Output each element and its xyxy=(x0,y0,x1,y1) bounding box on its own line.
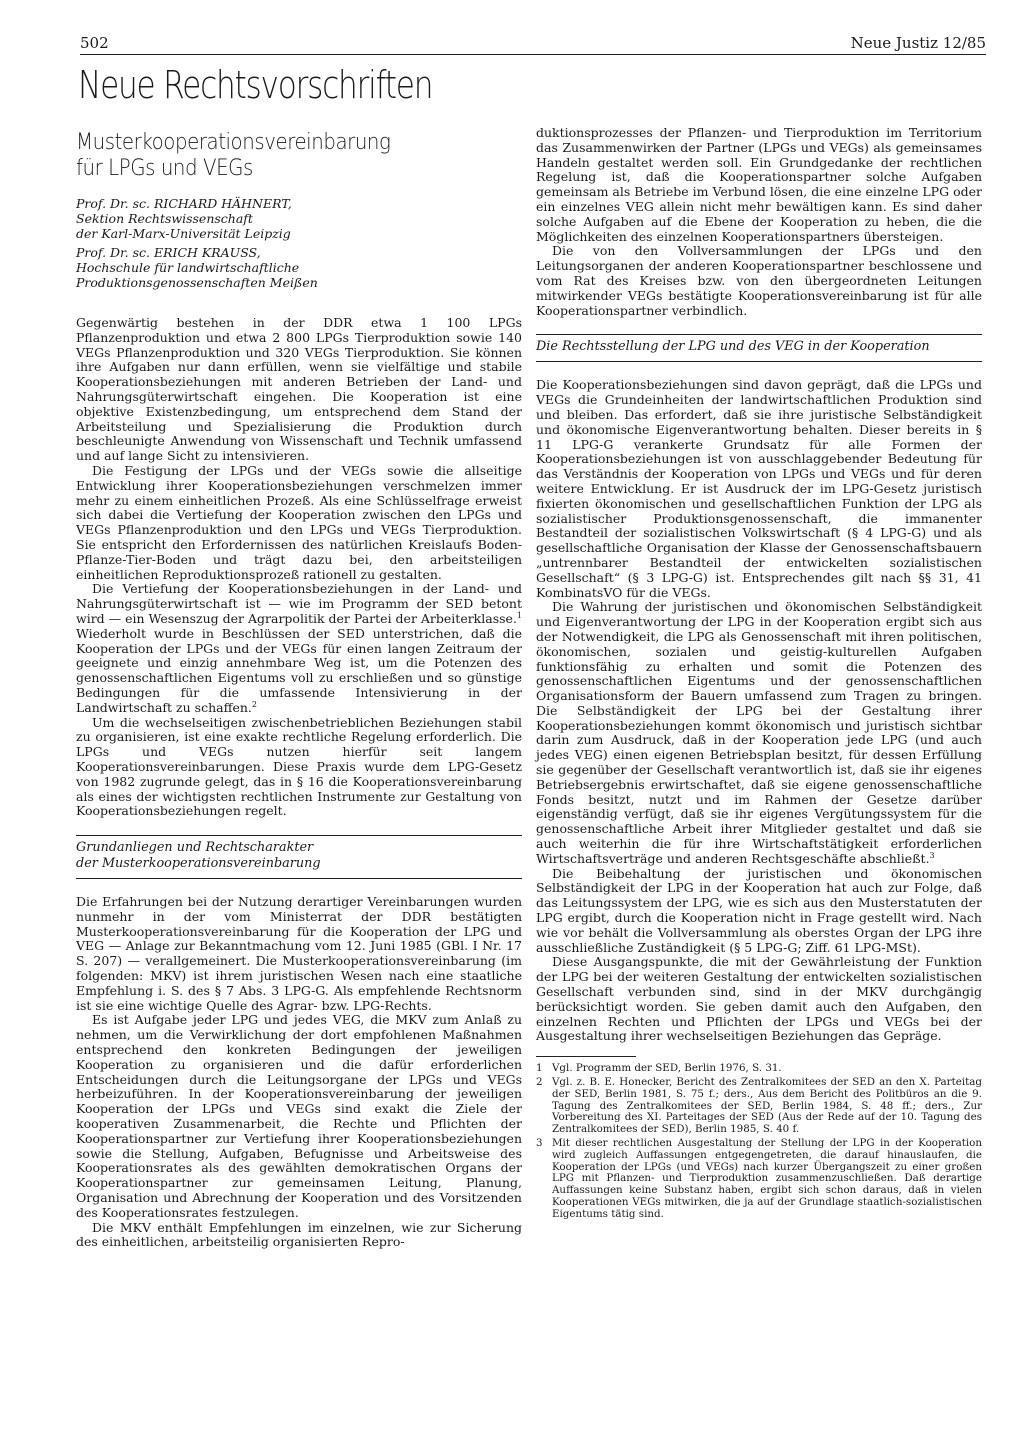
subheading-line: Die Rechtsstellung der LPG und des VEG in der Kooperation xyxy=(536,339,930,355)
body-paragraph: Die Beibehaltung der juristischen und ökonomischen Selbständigkeit der LPG in der Kooperation hat auch zur Folge, daß das Leitungssystem der LPG, wie es sich aus den Musterstatuten der LPG ergibt, durch die Kooperation nicht in Frage gestellt wird. Nach wie vor behält die Vollversammlung als oberstes Organ der LPG ihre ausschließliche Zuständigkeit (§ 5 LPG-G; Ziff. 61 LPG-MSt). xyxy=(536,865,982,955)
footnote-marker: 1 xyxy=(516,610,523,620)
footnote-text: Mit dieser rechtlichen Ausgestaltung der Stellung der LPG in der Kooperation wird zugleich Auffassungen entgegengetreten, die darauf hinauslaufen, die Kooperation der LPGs (und VEGs) nach kurzer Übergangszeit zu einer großen LPG mit Pflanzen- und Tierproduktion zusammenzuschließen. Daß derartige Auffassungen keine Substanz haben, ergibt sich schon daraus, daß in vielen Kooperationen VEGs mitwirken, die ja auf der Grundlage staatlich-sozialistischen Eigentums tätig sind. xyxy=(552,1137,982,1220)
body-paragraph: Es ist Aufgabe jeder LPG und jedes VEG, die MKV zum Anlaß zu nehmen, um die Verwirklichung der dort empfohlenen Maßnahmen entsprechend den konkreten Bedingungen der jeweiligen Kooperation zu organisieren und die dafür erforderlichen Entscheidungen durch die Leitungsorgane der LPGs und VEGs herbeizuführen. In der Kooperationsvereinbarung der jeweiligen Kooperation der LPGs und VEGs sind exakt die Ziele der kooperativen Zusammenarbeit, die Rechte und Pflichten der Kooperationspartner zur Vertiefung ihrer Kooperationsbeziehungen sowie die Stellung, Aufgaben, Befugnisse und Arbeitsweise des Kooperationsrates als des gewählten demokratischen Organs der Kooperationspartner zur gemeinsamen Leitung, Planung, Organisation und Abrechnung der Kooperation und des Vorsitzenden des Kooperationsrates festzulegen. xyxy=(76,1012,522,1220)
subheading-line: Grundanliegen und Rechtscharakter xyxy=(76,840,314,856)
body-paragraph: Diese Ausgangspunkte, die mit der Gewährleistung der Funktion der LPG bei der weiteren Gestaltung der entwickelten sozialistischen Gesellschaft verbunden sind, sind in der MKV durchgängig berücksichtigt worden. Sie geben damit auch den Aufgaben, den einzelnen Rechten und Pflichten der LPGs und VEGs bei der Ausgestaltung ihrer wechselseitigen Beziehungen das Gepräge. xyxy=(536,954,982,1044)
author-list xyxy=(76,196,522,290)
paragraph-text: Die Vertiefung der Kooperationsbeziehungen in der Land- und Nahrungsgüterwirtschaft ist — wie im Programm der SED betont wird — ein Wesenszug der Agrarpolitik der Partei der Arbeiterklasse. xyxy=(76,581,522,626)
footnote-number: 1 xyxy=(536,1062,543,1075)
paragraph-text: Wiederholt wurde in Beschlüssen der SED unterstrichen, daß die Kooperation der LPGs und der VEGs für einen langen Zeitraum der geeignete und einzig annehmbare Weg ist, um die Potenzen des genossenschaftlichen Eigentums voll zu erschließen und so günstige Bedingungen für die umfassende Intensivierung in der Landwirtschaft zu schaffen. xyxy=(76,625,522,715)
author-affiliation: Hochschule für landwirtschaftliche xyxy=(76,260,300,275)
subheading-grundanliegen xyxy=(76,835,522,879)
author-affiliation: Produktionsgenossenschaften Meißen xyxy=(76,275,318,290)
section-title: Neue Rechtsvorschriften xyxy=(78,63,433,107)
journal-issue: Neue Justiz 12/85 xyxy=(850,34,986,52)
body-paragraph xyxy=(536,600,982,866)
author-block xyxy=(76,196,522,241)
author-name: Prof. Dr. sc. ERICH KRAUSS, xyxy=(76,245,261,260)
body-paragraph: Um die wechselseitigen zwischenbetrieblichen Beziehungen stabil zu organisieren, ist eine exakte rechtliche Regelung erforderlich. Die LPGs und VEGs nutzen hierfür seit langem Kooperationsvereinbarungen. Diese Praxis wurde dem LPG-Gesetz von 1982 zugrunde gelegt, das in § 16 die Kooperationsvereinbarung als eines der wichtigsten rechtlichen Instrumente zur Gestaltung von Kooperationsbeziehungen regelt. xyxy=(76,714,522,819)
body-paragraph: Gegenwärtig bestehen in der DDR etwa 1 100 LPGs Pflanzenproduktion und etwa 2 800 LPGs Tierproduktion sowie 140 VEGs Pflanzenproduktion und 320 VEGs Tierproduktion. Sie können ihre Aufgaben nur dann erfüllen, wenn sie vielfältige und stabile Kooperationsbeziehungen mit anderen Betrieben der Land- und Nahrungsgüterwirtschaft eingehen. Die Kooperation ist eine objektive Existenzbedingung, um entsprechend dem Stand der Arbeitsteilung und Spezialisierung die Produktion durch beschleunigte Anwendung von Wissenschaft und Technik umfassend und auf lange Sicht zu intensivieren. xyxy=(76,315,522,464)
footnote-text: Vgl. z. B. E. Honecker, Bericht des Zentralkomitees der SED an den X. Parteitag der SED, Berlin 1981, S. 75 f.; ders., Aus dem Bericht des Politbüros an die 9. Tagung des Zentralkomitees der SED, Berlin 1984, S. 48 ff.; ders., Zur Vorbereitung des XI. Parteitages der SED (Aus der Rede auf der 10. Tagung des Zentralkomitees der SED), Berlin 1985, S. 40 f. xyxy=(552,1076,982,1136)
header-rule xyxy=(80,54,986,55)
footnote-rule xyxy=(536,1056,636,1057)
footnote xyxy=(536,1063,982,1075)
author-name: Prof. Dr. sc. RICHARD HÄHNERT, xyxy=(76,196,292,211)
body-paragraph: duktionsprozesses der Pflanzen- und Tierproduktion im Territorium das Zusammenwirken der Partner (LPGs und VEGs) als gemeinsames Handeln gestaltet werden soll. Ein Grundgedanke der rechtlichen Regelung ist, daß die Kooperationspartner solche Aufgaben gemeinsam als Betriebe im Verbund lösen, die eine einzelne LPG oder ein einzelnes VEG allein nicht mehr bewältigen kann. Es sind daher solche Aufgaben auf die Ebene der Kooperation zu heben, die die Möglichkeiten des einzelnen Kooperationspartners übersteigen. xyxy=(536,125,982,244)
page-number: 502 xyxy=(80,34,109,52)
article-title-line-1: Musterkooperationsvereinbarung xyxy=(76,130,391,155)
left-column xyxy=(76,126,522,1434)
article-title xyxy=(76,130,477,182)
body-paragraph xyxy=(76,582,522,715)
author-affiliation: Sektion Rechtswissenschaft xyxy=(76,211,253,226)
footnote xyxy=(536,1138,982,1221)
body-paragraph: Die Festigung der LPGs und der VEGs sowie die allseitige Entwicklung ihrer Kooperationsbeziehungen verschmelzen immer mehr zu einem einheitlichen Prozeß. Als eine Schlüsselfrage erweist sich dabei die Vertiefung der Kooperation zwischen den LPGs und VEGs Pflanzenproduktion und den LPGs und VEGs Tierproduktion. Sie entspricht den Erfordernissen des natürlichen Kreislaufs Boden-Pflanze-Tier-Boden und trägt dazu bei, den arbeitsteiligen einheitlichen Reproduktionsprozeß rationell zu gestalten. xyxy=(76,462,522,582)
footnote-marker: 3 xyxy=(929,850,935,860)
footnote-marker: 2 xyxy=(251,699,257,709)
body-paragraph: Die MKV enthält Empfehlungen im einzelnen, wie zur Sicherung des einheitlichen, arbeitsteilig organisierten Repro- xyxy=(76,1219,522,1250)
author-block xyxy=(76,245,522,290)
article-title-line-2: für LPGs und VEGs xyxy=(76,156,253,181)
footnote-text: Vgl. Programm der SED, Berlin 1976, S. 31. xyxy=(552,1062,782,1075)
subheading-line: der Musterkooperationsvereinbarung xyxy=(76,856,321,872)
body-paragraph: Die Erfahrungen bei der Nutzung derartiger Vereinbarungen wurden nunmehr in der vom Ministerrat der DDR bestätigten Musterkooperationsvereinbarung für die Kooperation der LPG und VEG — Anlage zur Bekanntmachung vom 12. Juni 1985 (GBl. I Nr. 17 S. 207) — verallgemeinert. Die Musterkooperationsvereinbarung (im folgenden: MKV) ist ihrem juristischen Wesen nach eine staatliche Empfehlung i. S. des § 7 Abs. 3 LPG-G. Als empfehlende Rechtsnorm ist sie eine wichtige Quelle des Agrar- bzw. LPG-Rechts. xyxy=(76,894,522,1013)
body-paragraph: Die von den Vollversammlungen der LPGs und den Leitungsorganen der anderen Kooperationspartner beschlossene und vom Rat des Kreises bzw. von den übergeordneten Leitungen mitwirkender VEGs bestätigte Kooperationsvereinbarung ist für alle Kooperationspartner verbindlich. xyxy=(536,243,982,318)
footnote-number: 2 xyxy=(536,1076,543,1089)
footnote xyxy=(536,1077,982,1136)
footnote-number: 3 xyxy=(536,1137,543,1149)
paragraph-text: Die Wahrung der juristischen und ökonomischen Selbständigkeit und Eigenverantwortung der LPG in der Kooperation ergibt sich aus der Notwendigkeit, die LPG als Genossenschaft mit ihren politischen, ökonomischen, sozialen und geistig-kulturellen Aufgaben funktionsfähig zu erhalten und somit die Potenzen des genossenschaftlichen Eigentums und der genossenschaftlichen Organisationsform der Bauern umfassend zum Tragen zu bringen. Die Selbständigkeit der LPG bei der Gestaltung ihrer Kooperationsbeziehungen kommt ökonomisch und juristisch sichtbar darin zum Ausdruck, daß in der Kooperation jede LPG (und auch jedes VEG) einen eigenen Betriebsplan besitzt, für dessen Erfüllung sie gegenüber der Gesellschaft verantwortlich ist, daß sie ihr eigenes Betriebsergebnis erwirtschaftet, daß sie eigene genossenschaftliche Fonds besitzt, nutzt und im Rahmen der Gesetze darüber eigenständig verfügt, daß sie ihr eigenes Vergütungssystem für die genossenschaftliche Arbeit ihrer Mitglieder gestaltet und daß sie auch weiterhin die für ihre Wirtschaftstätigkeit erforderlichen Wirtschaftsverträge und anderen Rechtsgeschäfte abschließt. xyxy=(536,599,982,866)
body-paragraph: Die Kooperationsbeziehungen sind davon geprägt, daß die LPGs und VEGs die Grundeinheiten der landwirtschaftlichen Produktion sind und bleiben. Das erfordert, daß sie ihre juristische Selbständigkeit und ökonomische Eigenverantwortung behalten. Dieser bereits in § 11 LPG-G verankerte Grundsatz für alle Formen der Kooperationsbeziehungen ist von ausschlaggebender Bedeutung für das Verständnis der Kooperation von LPGs und VEGs und für deren weitere Entwicklung. Er ist Ausdruck der im LPG-Gesetz juristisch fixierten ökonomischen und gesellschaftlichen Funktion der LPG als sozialistischer Produktionsgenossenschaft, die immanenter Bestandteil der sozialistischen Volkswirtschaft (§ 4 LPG-G) und als gesellschaftliche Organisation der Klasse der Genossenschaftsbauern „untrennbarer Bestandteil der entwickelten sozialistischen Gesellschaft“ (§ 3 LPG-G) ist. Entsprechendes gilt nach §§ 31, 41 KombinatsVO für die VEGs. xyxy=(536,377,982,600)
subheading-rechtsstellung xyxy=(536,334,982,362)
right-column xyxy=(536,126,982,1434)
author-affiliation: der Karl-Marx-Universität Leipzig xyxy=(76,226,291,241)
